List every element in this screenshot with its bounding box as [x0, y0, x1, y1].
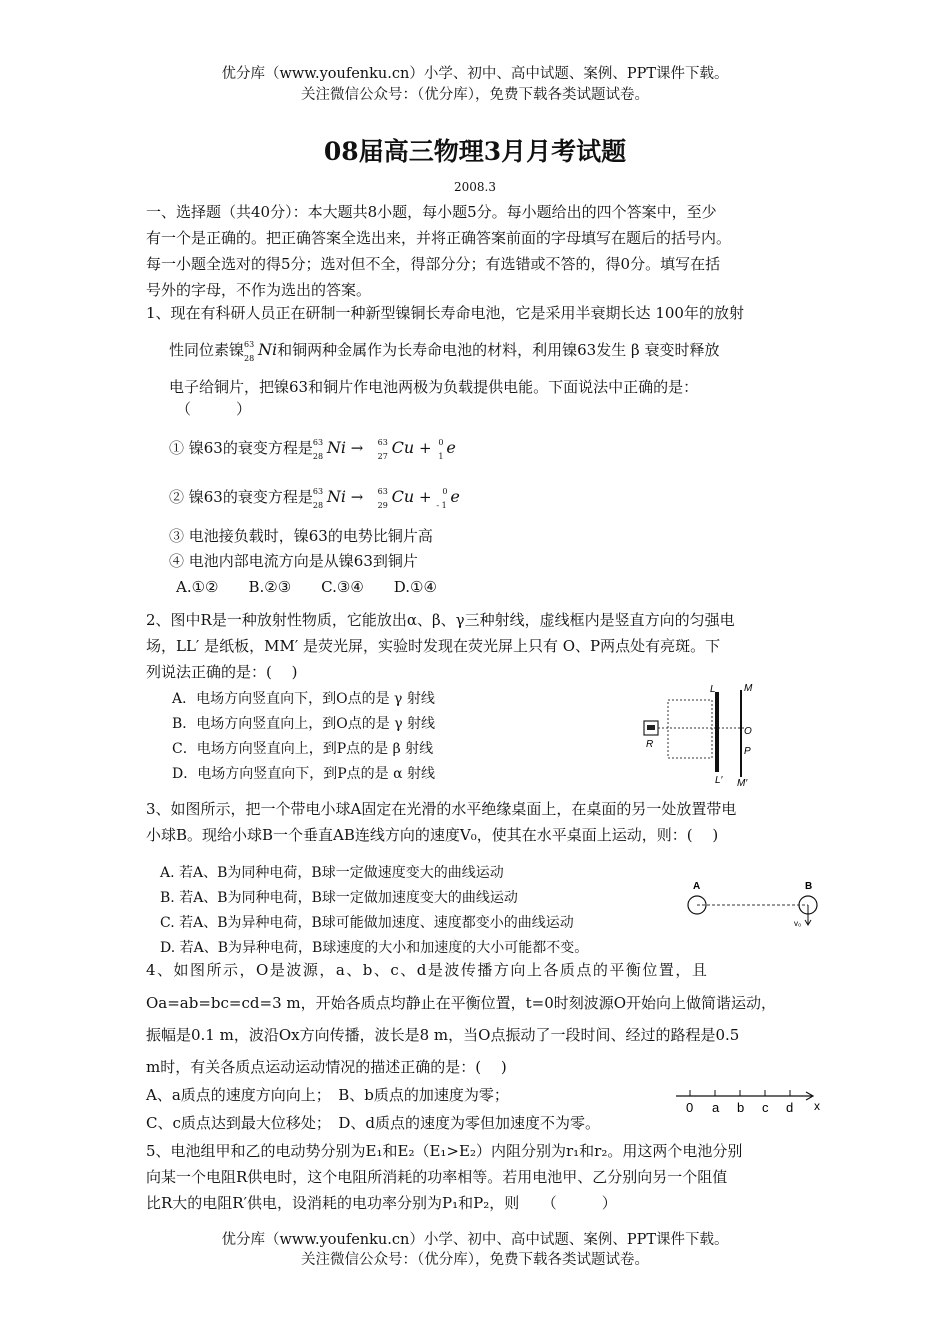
arrow: → [350, 439, 364, 457]
header-line-2: 关注微信公众号：（优分库），免费下载各类试题试卷。 [301, 87, 649, 103]
q3-option-a: A. 若A、B为同种电荷，B球一定做速度变大的曲线运动 [160, 865, 504, 881]
ni-mass: 63 [312, 487, 324, 496]
q1-option-4: ④ 电池内部电流方向是从镍63到铜片 [169, 552, 418, 570]
q4-options-cd: C、c质点达到最大位移处； D、d质点的速度为零但加速度不为零。 [146, 1114, 601, 1132]
q5-line-3: 比R大的电阻R′供电，设消耗的电功率分别为P₁和P₂，则 （ ） [146, 1194, 617, 1212]
cu-mass: 63 [377, 438, 388, 447]
label-l: L [710, 684, 716, 695]
q2-line-2: 场，LL′ 是纸板，MM′ 是荧光屏，实验时发现在荧光屏上只有 O、P两点处有亮斑。下 [146, 637, 721, 655]
header-line-1: 优分库（www.youfenku.cn）小学、初中、高中试题、案例、PPT课件下载。 [221, 66, 729, 82]
q3-option-d: D. 若A、B为异种电荷，B球速度的大小和加速度的大小可能都不变。 [160, 940, 589, 956]
q2-line-1: 2、图中R是一种放射性物质，它能放出α、β、γ三种射线，虚线框内是竖直方向的匀强电 [146, 611, 735, 629]
ni-nuclide-opt2 [312, 487, 346, 510]
q1-option-1 [169, 438, 456, 461]
label-r: R [646, 739, 654, 750]
q2-field-diagram [636, 680, 766, 792]
ni-z: 28 [312, 452, 324, 461]
label-a: A [693, 881, 701, 892]
q3-charges-diagram [680, 878, 825, 928]
axis-label-d: d [786, 1100, 794, 1115]
cu-nuclide-opt2 [377, 487, 415, 510]
ni-z: 28 [312, 501, 324, 510]
q2-line-3: 列说法正确的是：( ) [146, 663, 298, 681]
label-o: O [744, 726, 752, 737]
source-core [647, 725, 655, 730]
electron-opt1 [436, 438, 456, 461]
arrow: → [350, 488, 364, 506]
ni-nuclide [244, 340, 278, 363]
q1-line-3: 电子给铜片，把镍63和铜片作电池两极为负载提供电能。下面说法中正确的是： [169, 378, 699, 396]
q1-line-1: 1、现在有科研人员正在研制一种新型镍铜长寿命电池，它是采用半衰期长达 100年的放射 [146, 304, 744, 322]
q1-opt2-label: ② 镍63的衰变方程是 [169, 488, 313, 506]
q1-bracket: （ ） [176, 400, 252, 418]
q2-option-a: A．电场方向竖直向下，到O点的是 γ 射线 [172, 691, 435, 707]
cu-nuclide-opt1 [377, 438, 415, 461]
page-title: 08届高三物理3月月考试题 [323, 137, 627, 166]
label-p: P [744, 746, 751, 757]
e-z: 1 [438, 452, 444, 461]
e-z: - 1 [436, 501, 447, 510]
cu-z: 27 [377, 452, 388, 461]
q1-line-2 [169, 340, 720, 363]
cu-z: 29 [377, 501, 388, 510]
q3-line-1: 3、如图所示，把一个带电小球A固定在光滑的水平绝缘桌面上，在桌面的另一处放置带电 [146, 800, 737, 818]
q3-line-2: 小球B。现给小球B一个垂直AB连线方向的速度V₀，使其在水平桌面上运动，则：( ) [146, 826, 719, 844]
q1-choices: A.①② B.②③ C.③④ D.①④ [176, 578, 437, 596]
e-mass: 0 [438, 438, 444, 447]
axis-label-c: c [762, 1100, 769, 1115]
q4-line-4: m时，有关各质点运动运动情况的描述正确的是：( ) [146, 1058, 507, 1076]
q1-option-2 [169, 487, 460, 510]
plus: + [418, 488, 432, 506]
footer-line-1: 优分库（www.youfenku.cn）小学、初中、高中试题、案例、PPT课件下载。 [221, 1232, 729, 1248]
section-intro-line-2: 有一个是正确的。把正确答案全选出来，并将正确答案前面的字母填写在题后的括号内。 [146, 229, 732, 247]
section-intro-line-3: 每一小题全选对的得5分；选对但不全，得部分分；有选错或不答的，得0分。填写在括 [146, 255, 721, 273]
ni-nuclide-opt1 [312, 438, 346, 461]
cu-symbol: Cu [391, 487, 415, 506]
axis-label-0: 0 [686, 1100, 694, 1115]
q4-options-ab: A、a质点的速度方向向上； B、b质点的加速度为零； [146, 1086, 509, 1104]
plus: + [418, 439, 432, 457]
axis-label-b: b [737, 1100, 745, 1115]
q5-line-2: 向某一个电阻R供电时，这个电阻所消耗的功率相等。若用电池甲、乙分别向另一个阻值 [146, 1168, 728, 1186]
q5-line-1: 5、电池组甲和乙的电动势分别为E₁和E₂（E₁>E₂）内阻分别为r₁和r₂。用这两个电池分别 [146, 1142, 743, 1160]
e-symbol: e [450, 487, 460, 506]
q3-option-b: B. 若A、B为同种电荷，B球一定做加速度变大的曲线运动 [160, 890, 518, 906]
label-m-prime: M′ [737, 778, 748, 789]
label-l-prime: L′ [715, 775, 723, 786]
ni-symbol: Ni [258, 340, 278, 359]
q1-line-2-post: 和铜两种金属作为长寿命电池的材料，利用镍63发生 β 衰变时释放 [277, 341, 720, 359]
q4-line-3: 振幅是0.1 m，波沿Ox方向传播，波长是8 m，当O点振动了一段时间、经过的路程是0.5 [146, 1026, 740, 1044]
ni-mass: 63 [312, 438, 324, 447]
axis-label-x: x [814, 1099, 820, 1113]
axis-label-a: a [712, 1100, 720, 1115]
e-mass: 0 [442, 487, 448, 496]
ni-mass: 63 [244, 340, 255, 349]
e-symbol: e [446, 438, 456, 457]
q4-line-2: Oa=ab=bc=cd=3 m，开始各质点均静止在平衡位置，t=0时刻波源O开始向上做简谐运动， [146, 994, 777, 1012]
q1-opt1-label: ① 镍63的衰变方程是 [169, 439, 313, 457]
q2-option-b: B．电场方向竖直向上，到O点的是 γ 射线 [172, 716, 436, 732]
label-m: M [744, 683, 753, 694]
q1-line-2-pre: 性同位素镍 [169, 341, 245, 359]
ni-symbol: Ni [326, 438, 346, 457]
section-intro-line-4: 号外的字母，不作为选出的答案。 [146, 281, 372, 299]
cu-mass: 63 [377, 487, 388, 496]
q4-line-1 [146, 960, 708, 980]
q3-option-c: C. 若A、B为异种电荷，B球可能做加速度、速度都变小的曲线运动 [160, 915, 574, 931]
q4-line-1-text: 4、如图所示，O是波源，a、b、c、d是波传播方向上各质点的平衡位置，且 [146, 961, 709, 979]
label-v0: v₀ [794, 919, 802, 928]
q2-option-d: D．电场方向竖直向下，到P点的是 α 射线 [172, 766, 435, 782]
electron-opt2 [436, 487, 460, 510]
ni-symbol: Ni [326, 487, 346, 506]
field-region [668, 700, 712, 758]
q1-option-3: ③ 电池接负载时，镍63的电势比铜片高 [169, 527, 433, 545]
q4-wave-axis [672, 1086, 832, 1118]
label-b: B [805, 881, 813, 892]
footer-line-2: 关注微信公众号：（优分库），免费下载各类试题试卷。 [301, 1252, 649, 1268]
ni-z: 28 [244, 354, 255, 363]
q2-option-c: C．电场方向竖直向上，到P点的是 β 射线 [172, 741, 434, 757]
section-intro-line-1: 一、选择题（共40分）：本大题共8小题，每小题5分。每小题给出的四个答案中，至少 [146, 203, 717, 221]
cu-symbol: Cu [391, 438, 415, 457]
date: 2008.3 [454, 180, 496, 194]
